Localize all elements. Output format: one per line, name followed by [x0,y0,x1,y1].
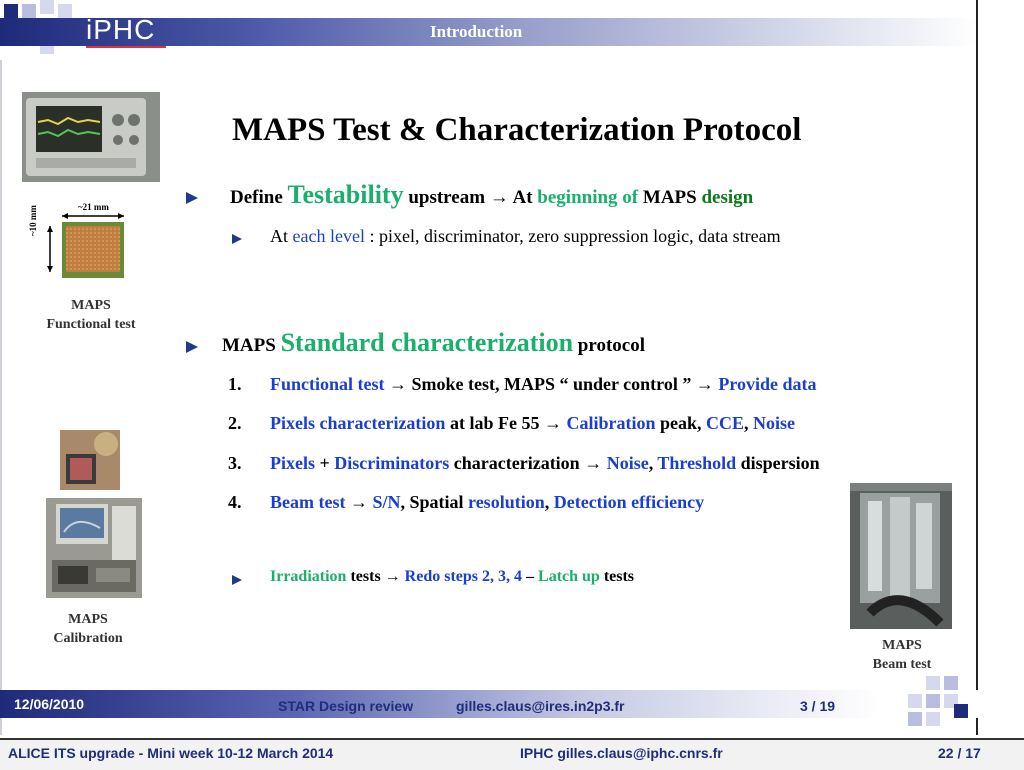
decor-square [944,676,958,690]
text: : pixel, discriminator, zero suppression logic, data stream [364,226,781,246]
footer-event: STAR Design review [278,698,414,714]
footer-email: gilles.claus@ires.in2p3.fr [456,698,625,714]
text: each level [292,226,365,246]
list-item [270,413,795,434]
decor-square [908,712,922,726]
list-item-text: Noise [753,413,795,433]
text: Irradiation [270,568,347,585]
text: Latch up [538,568,600,585]
sub-bullet-each-level [270,226,781,247]
slide-frame-left [0,60,2,735]
decor-square [926,676,940,690]
text: At [270,226,293,246]
decor-square [908,694,922,708]
list-item-number: 2. [228,413,242,433]
text: At [508,187,538,208]
decor-square [954,704,968,718]
text: – [522,568,539,585]
bullet-arrow-icon [186,341,198,353]
text: upstream [403,187,490,208]
caption-line: MAPS [71,298,111,313]
caption-line: MAPS [68,612,108,627]
list-item-text: Beam test [270,492,346,512]
list-item-number: 1. [228,374,242,394]
decor-square [22,4,36,18]
list-item-text: resolution [468,492,545,512]
caption-line: Functional test [46,317,136,332]
list-item-text: Noise [606,453,649,473]
list-item-text: → [345,492,373,512]
arrow-icon: → [384,568,401,585]
list-item-text: Detection efficiency [553,492,705,512]
list-item-text: at lab Fe 55 → [445,413,567,433]
decor-square [926,694,940,708]
list-item-text: Discriminators [334,453,450,473]
list-item [270,374,817,395]
chip-coin-photo [60,430,120,490]
list-item [270,453,820,474]
text: MAPS [638,187,702,208]
list-item-text: CCE [705,413,744,433]
section-title: Introduction [430,22,523,41]
list-item-text: → Smoke test, MAPS “ under control ” → [384,374,719,394]
oscilloscope-photo [22,92,160,182]
list-item-text: , [648,453,658,473]
beam-test-photo [850,483,952,629]
decor-square [4,4,18,18]
footer-page-number-2: 22 / 17 [938,745,981,761]
text: Testability [287,180,404,209]
caption-calibration [28,610,148,648]
list-item-text: dispersion [736,453,820,473]
text: tests [346,568,385,585]
bullet-arrow-icon [232,234,242,244]
footer-date: 12/06/2010 [14,696,85,712]
footer-event-2014: ALICE ITS upgrade - Mini week 10-12 March 2014 [8,745,334,761]
list-item-text: Provide data [718,374,817,394]
dimension-height-label: ~10 mm [28,205,38,236]
footer-page-number: 3 / 19 [800,698,836,714]
decor-square [58,4,72,18]
caption-line: Calibration [53,631,123,646]
decor-square [40,0,54,14]
sub-bullet-irradiation [270,568,634,586]
list-item-text: + [315,453,335,473]
list-item-text: Pixels [270,453,315,473]
list-item-text: Threshold [657,453,737,473]
list-item-text: Pixels characterization [270,413,446,433]
text: MAPS [222,335,281,356]
logo-underline [86,46,166,48]
text: Define [230,187,288,208]
maps-chip-photo [30,212,130,284]
list-item-number: 3. [228,453,242,473]
list-item-number: 4. [228,492,242,512]
bullet-standard-characterization [222,328,645,358]
list-item-text: S/N [372,492,401,512]
text: protocol [573,335,645,356]
decor-square [926,712,940,726]
text: Redo steps 2, 3, 4 [400,568,523,585]
bullet-arrow-icon [186,192,198,204]
bullet-testability [230,180,753,210]
list-item-text: , Spatial [400,492,469,512]
caption-beam-test [852,636,952,674]
list-item-text: Functional test [270,374,385,394]
calibration-setup-photo [46,498,142,598]
slide-title: MAPS Test & Characterization Protocol [232,112,802,148]
text: beginning of [537,187,639,208]
text: tests [599,568,635,585]
slide-frame-right [976,0,978,735]
bullet-arrow-icon [232,575,242,585]
footer-org-email: IPHC gilles.claus@iphc.cnrs.fr [520,745,723,761]
caption-line: MAPS [882,638,922,653]
text: Standard characterization [280,328,574,357]
iphc-logo: iPHC [86,14,156,45]
dimension-width-label: ~21 mm [78,202,109,212]
list-item-text: , [744,413,753,433]
caption-line: Beam test [872,657,932,672]
arrow-icon: → [489,187,509,208]
text: design [701,187,754,208]
list-item-text: , [544,492,554,512]
caption-functional-test [28,296,154,334]
list-item [270,492,704,513]
list-item-text: Calibration [566,413,656,433]
list-item-text: characterization → [449,453,607,473]
list-item-text: peak, [655,413,706,433]
